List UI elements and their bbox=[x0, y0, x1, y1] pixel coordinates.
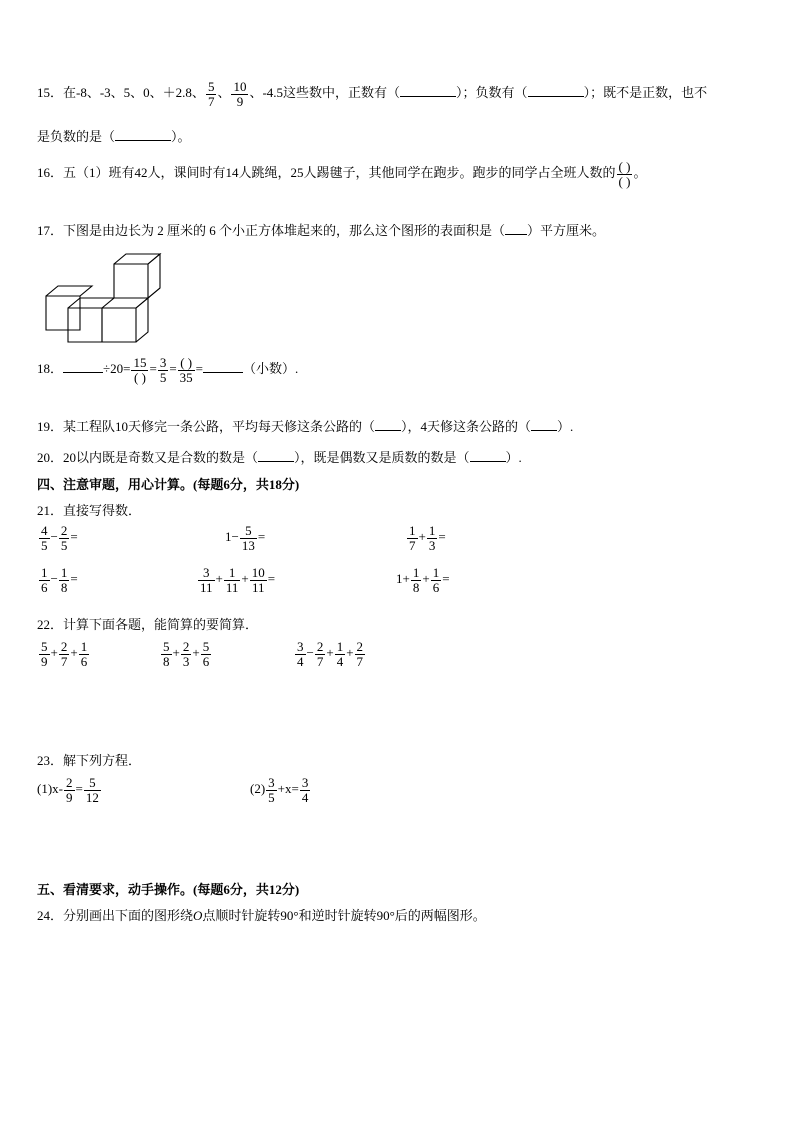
q23-equation-2: (2) $\frac{3}{5}$ +x= $\frac{3}{4}$ bbox=[250, 775, 309, 805]
question-18: 18． ÷20= $\frac{15}{( )}$ = $\frac{3}{5}$ = $\frac{( )}{35}$ = （小数）. bbox=[37, 355, 299, 385]
question-number: 15． bbox=[37, 85, 64, 101]
answer-blank[interactable] bbox=[115, 140, 171, 141]
question-text: 20．20以内既是奇数又是合数的数是（ bbox=[37, 450, 259, 465]
fraction: $\frac{1}{8}$ bbox=[412, 565, 420, 595]
question-23-title: 23．解下列方程． bbox=[37, 753, 142, 768]
question-text: 17．下图是由边长为 2 厘米的 6 个小正方体堆起来的，那么这个图形的表面积是（ bbox=[37, 223, 506, 238]
question-16 bbox=[37, 160, 646, 188]
answer-blank[interactable] bbox=[531, 430, 557, 431]
answer-blank[interactable] bbox=[400, 96, 456, 97]
question-text: ）；负数有（ bbox=[456, 85, 528, 101]
question-text: 是负数的是（ bbox=[37, 129, 116, 144]
fraction: $\frac{2}{7}$ bbox=[316, 639, 324, 669]
question-text: 、 bbox=[217, 85, 231, 101]
answer-blank[interactable] bbox=[505, 234, 527, 235]
q21-expr-5: $\frac{3}{11}$ + $\frac{1}{11}$ + $\frac{10}{11}$ = bbox=[200, 565, 276, 595]
fraction: $\frac{10}{11}$ bbox=[251, 565, 265, 595]
fraction: $\frac{5}{6}$ bbox=[202, 639, 210, 669]
cube-stack-figure bbox=[40, 250, 165, 345]
question-19 bbox=[37, 416, 573, 435]
answer-blank[interactable] bbox=[203, 372, 243, 373]
fraction[interactable]: $\frac{15}{( )}$ bbox=[133, 355, 147, 385]
question-text: 19．某工程队10天修完一条公路，平均每天修这条公路的（ bbox=[37, 419, 376, 434]
question-17 bbox=[37, 220, 605, 239]
question-15-line1 bbox=[37, 80, 707, 108]
fraction: $\frac{2}{9}$ bbox=[66, 775, 73, 805]
q21-expr-4: $\frac{1}{6}$ − $\frac{1}{8}$ = bbox=[41, 565, 78, 595]
fraction: $\frac{5}{7}$ bbox=[207, 79, 215, 109]
fraction: $\frac{1}{3}$ bbox=[428, 523, 436, 553]
question-text: ）. bbox=[505, 450, 522, 465]
question-text: 。 bbox=[633, 165, 647, 181]
answer-blank[interactable] bbox=[375, 430, 401, 431]
q22-expr-3: $\frac{3}{4}$ − $\frac{2}{7}$ + $\frac{1}{4}$ + $\frac{2}{7}$ bbox=[297, 639, 364, 669]
question-text: 24．分别画出下面的图形绕 bbox=[37, 908, 194, 923]
fraction: $\frac{1}{6}$ bbox=[80, 639, 88, 669]
question-text: 、-4.5这些数中，正数有（ bbox=[249, 85, 401, 101]
fraction: $\frac{5}{8}$ bbox=[163, 639, 170, 669]
fraction: $\frac{2}{3}$ bbox=[182, 639, 190, 669]
fraction: $\frac{1}{11}$ bbox=[225, 565, 239, 595]
question-number: 18． bbox=[37, 361, 64, 377]
question-text: ）。 bbox=[171, 129, 191, 144]
section-4-heading: 四、注意审题，用心计算。(每题6分，共18分) bbox=[37, 477, 300, 492]
fraction: $\frac{1}{7}$ bbox=[409, 523, 416, 553]
question-text: 16．五（1）班有42人，课间时有14人跳绳，25人踢毽子，其他同学在跑步。跑步的同学占全班人数的 bbox=[37, 165, 616, 181]
fraction[interactable]: $\frac{( )}{( )}$ bbox=[618, 159, 631, 189]
fraction: $\frac{3}{4}$ bbox=[301, 775, 309, 805]
fraction: $\frac{5}{13}$ bbox=[241, 523, 255, 553]
q23-equation-1: (1)x- $\frac{2}{9}$ = $\frac{5}{12}$ bbox=[37, 775, 99, 805]
answer-blank[interactable] bbox=[470, 461, 506, 462]
fraction: $\frac{1}{6}$ bbox=[432, 565, 440, 595]
question-text: ）；既不是正数，也不 bbox=[583, 85, 708, 101]
fraction: $\frac{10}{9}$ bbox=[233, 79, 247, 109]
answer-blank[interactable] bbox=[528, 96, 584, 97]
question-15-line2 bbox=[37, 126, 191, 145]
fraction: $\frac{2}{7}$ bbox=[60, 639, 68, 669]
answer-blank[interactable] bbox=[258, 461, 294, 462]
question-text: 在-8、-3、5、0、＋2.8、 bbox=[63, 85, 205, 101]
q21-expr-2: 1− $\frac{5}{13}$ = bbox=[225, 523, 266, 553]
q21-expr-3: $\frac{1}{7}$ + $\frac{1}{3}$ = bbox=[409, 523, 446, 553]
fraction: $\frac{5}{9}$ bbox=[41, 639, 48, 669]
fraction: $\frac{1}{6}$ bbox=[41, 565, 48, 595]
section-5-heading: 五、看清要求，动手操作。(每题6分，共12分) bbox=[37, 882, 300, 897]
question-20 bbox=[37, 447, 522, 466]
fraction: $\frac{3}{11}$ bbox=[200, 565, 213, 595]
answer-blank[interactable] bbox=[63, 372, 103, 373]
question-text: ），既是偶数又是质数的数是（ bbox=[294, 450, 470, 465]
fraction[interactable]: $\frac{( )}{35}$ bbox=[179, 355, 193, 385]
fraction: $\frac{3}{4}$ bbox=[297, 639, 304, 669]
fraction: $\frac{5}{12}$ bbox=[85, 775, 99, 805]
question-text: ）平方厘米。 bbox=[527, 223, 606, 238]
question-text: （小数）. bbox=[243, 361, 299, 377]
fraction: $\frac{4}{5}$ bbox=[41, 523, 48, 553]
question-text: ），4天修这条公路的（ bbox=[401, 419, 532, 434]
question-22-title: 22．计算下面各题，能简算的要简算． bbox=[37, 617, 259, 632]
q22-expr-1: $\frac{5}{9}$ + $\frac{2}{7}$ + $\frac{1}{6}$ bbox=[41, 639, 88, 669]
fraction: $\frac{2}{5}$ bbox=[60, 523, 68, 553]
question-text: ）. bbox=[557, 419, 574, 434]
point-label: O bbox=[193, 908, 203, 923]
fraction: $\frac{1}{8}$ bbox=[60, 565, 68, 595]
question-text: ÷20= bbox=[103, 361, 131, 377]
question-text: 点顺时针旋转90°和逆时针旋转90°后的两幅图形。 bbox=[202, 908, 486, 923]
q21-expr-6: 1+ $\frac{1}{8}$ + $\frac{1}{6}$ = bbox=[396, 565, 450, 595]
fraction: $\frac{1}{4}$ bbox=[336, 639, 344, 669]
q22-expr-2: $\frac{5}{8}$ + $\frac{2}{3}$ + $\frac{5}{6}$ bbox=[163, 639, 210, 669]
question-21-title: 21．直接写得数． bbox=[37, 503, 142, 518]
question-24 bbox=[37, 905, 486, 924]
fraction: $\frac{2}{7}$ bbox=[356, 639, 364, 669]
q21-expr-1: $\frac{4}{5}$ − $\frac{2}{5}$ = bbox=[41, 523, 78, 553]
fraction: $\frac{3}{5}$ bbox=[159, 355, 167, 385]
fraction: $\frac{3}{5}$ bbox=[268, 775, 275, 805]
